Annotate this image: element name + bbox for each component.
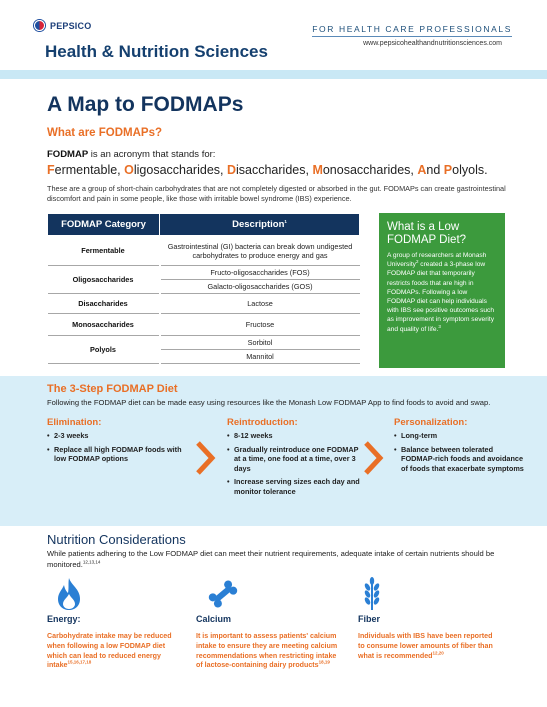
fiber-title: Fiber [358, 614, 381, 624]
energy-title: Energy: [47, 614, 81, 624]
category-header: FODMAP Category [48, 214, 160, 236]
acronym-initial: M [312, 163, 323, 177]
table-row [48, 266, 360, 280]
table-cell-description: Galacto-oligosaccharides (GOS) [160, 280, 360, 294]
table-cell-category: Fermentable [48, 236, 160, 266]
list-item: • 2-3 weeks [47, 431, 182, 441]
audience-label: FOR HEALTH CARE PROFESSIONALS [312, 24, 512, 34]
acronym-initial: P [443, 163, 453, 177]
website-link[interactable]: www.pepsicohealthandnutritionsciences.com [363, 40, 502, 47]
acronym-word-rest: onosaccharides, [322, 163, 418, 177]
step-personalization [394, 417, 529, 477]
low-fodmap-heading: What is a Low FODMAP Diet? [387, 221, 467, 246]
steps-heading: The 3-Step FODMAP Diet [47, 383, 178, 395]
fodmap-description: These are a group of short-chain carbohydrates that are not completely digested or absorbed in the gut. FODMAPs can create gastrointestinal discomfort and pain in some people, like those with irritable bowel syndrome (IBS) experience. [47, 184, 506, 203]
acronym-word-rest: nd [426, 163, 444, 177]
fodmap-table [47, 213, 360, 364]
list-item: • Balance between tolerated FODMAP-rich foods and avoidance of foods that exacerbate symptoms [394, 445, 529, 474]
acronym-lead: FODMAP [47, 149, 89, 160]
acronym-word-rest: ermentable, [54, 163, 125, 177]
step-reintroduction [227, 417, 362, 501]
list-item: • Increase serving sizes each day and monitor tolerance [227, 477, 362, 496]
low-fodmap-body: A group of researchers at Monash University$^2$ created a 3-phase low FODMAP diet that temporarily restricts foods that are high in FODMAPs. Following a low FODMAP diet can help individuals with IBS see positive outcomes such as improvement in symptom severity and quality of life.$^3$ [387, 252, 495, 333]
step-elimination [47, 417, 182, 468]
table-row [48, 314, 360, 336]
table-cell-category: Disaccharides [48, 294, 160, 314]
pepsi-globe-icon [34, 20, 45, 31]
header-title: Health & Nutrition Sciences [45, 42, 268, 61]
acronym-initial: D [226, 163, 236, 177]
fiber-body: Individuals with IBS have been reported to consume lower amounts of fiber than what is recommended$^{12,20}$ [358, 632, 493, 660]
pepsico-logo [34, 20, 91, 31]
acronym-expansion [47, 163, 488, 177]
table-cell-description: Fructo-oligosaccharides (FOS) [160, 266, 360, 280]
wheat-icon [356, 576, 388, 612]
calcium-title: Calcium [196, 614, 232, 624]
step-title: Reintroduction: [227, 417, 298, 428]
flame-icon [53, 576, 85, 612]
what-heading: What are FODMAPs? [47, 127, 163, 139]
table-cell-description: Sorbitol [160, 336, 360, 350]
list-item: • 8-12 weeks [227, 431, 362, 441]
table-cell-description: Lactose [160, 294, 360, 314]
calcium-body: It is important to assess patients' calcium intake to ensure they are meeting calcium recommendations when restricting intake of lactose-containing dairy products$^{18,19}$ [196, 632, 338, 670]
table-row [48, 336, 360, 350]
acronym-initial: F [47, 163, 55, 177]
table-cell-description: Gastrointestinal (GI) bacteria can break down undigested carbohydrates to produce energy and gas [160, 236, 360, 266]
acronym-intro [47, 149, 215, 160]
table-cell-category: Oligosaccharides [48, 266, 160, 294]
page-header [0, 0, 547, 70]
list-item: • Long-term [394, 431, 529, 441]
table-header-row [48, 214, 360, 236]
table-cell-category: Monosaccharides [48, 314, 160, 336]
list-item: • Replace all high FODMAP foods with low FODMAP options [47, 445, 182, 464]
bone-icon [207, 576, 239, 612]
acronym-word-rest: olyols. [452, 163, 488, 177]
table-cell-description: Mannitol [160, 350, 360, 364]
acronym-initial: O [124, 163, 134, 177]
nutrition-heading: Nutrition Considerations [47, 532, 186, 547]
table-row [48, 236, 360, 266]
chevron-right-icon [194, 440, 216, 476]
acronym-word-rest: isaccharides, [236, 163, 313, 177]
nutrition-intro: While patients adhering to the Low FODMAP diet can meet their nutrient requirements, adequate intake of certain nutrients should be monitored.$^{12,13,14}$ [47, 549, 495, 569]
acronym-rest: is an acronym that stands for: [88, 149, 216, 160]
page-title: A Map to FODMAPs [47, 93, 244, 116]
header-band [0, 70, 547, 79]
steps-intro: Following the FODMAP diet can be made easy using resources like the Monash Low FODMAP App to find foods to avoid and swap. [47, 398, 491, 407]
table-cell-description: Fructose [160, 314, 360, 336]
low-fodmap-box [379, 213, 505, 368]
brand-name: PEPSICO [50, 20, 92, 31]
acronym-word-rest: ligosaccharides, [133, 163, 227, 177]
header-divider [312, 36, 512, 37]
step-title: Personalization: [394, 417, 468, 428]
chevron-right-icon [362, 440, 384, 476]
description-header: Description$^1$ [160, 214, 360, 236]
table-cell-category: Polyols [48, 336, 160, 364]
acronym-initial: A [417, 163, 427, 177]
step-title: Elimination: [47, 417, 102, 428]
table-row [48, 294, 360, 314]
list-item: • Gradually reintroduce one FODMAP at a time, one food at a time, over 3 days [227, 445, 362, 474]
energy-body: Carbohydrate intake may be reduced when following a low FODMAP diet which can lead to reduced energy intake$^{15,16,17,18}$ [47, 632, 172, 670]
